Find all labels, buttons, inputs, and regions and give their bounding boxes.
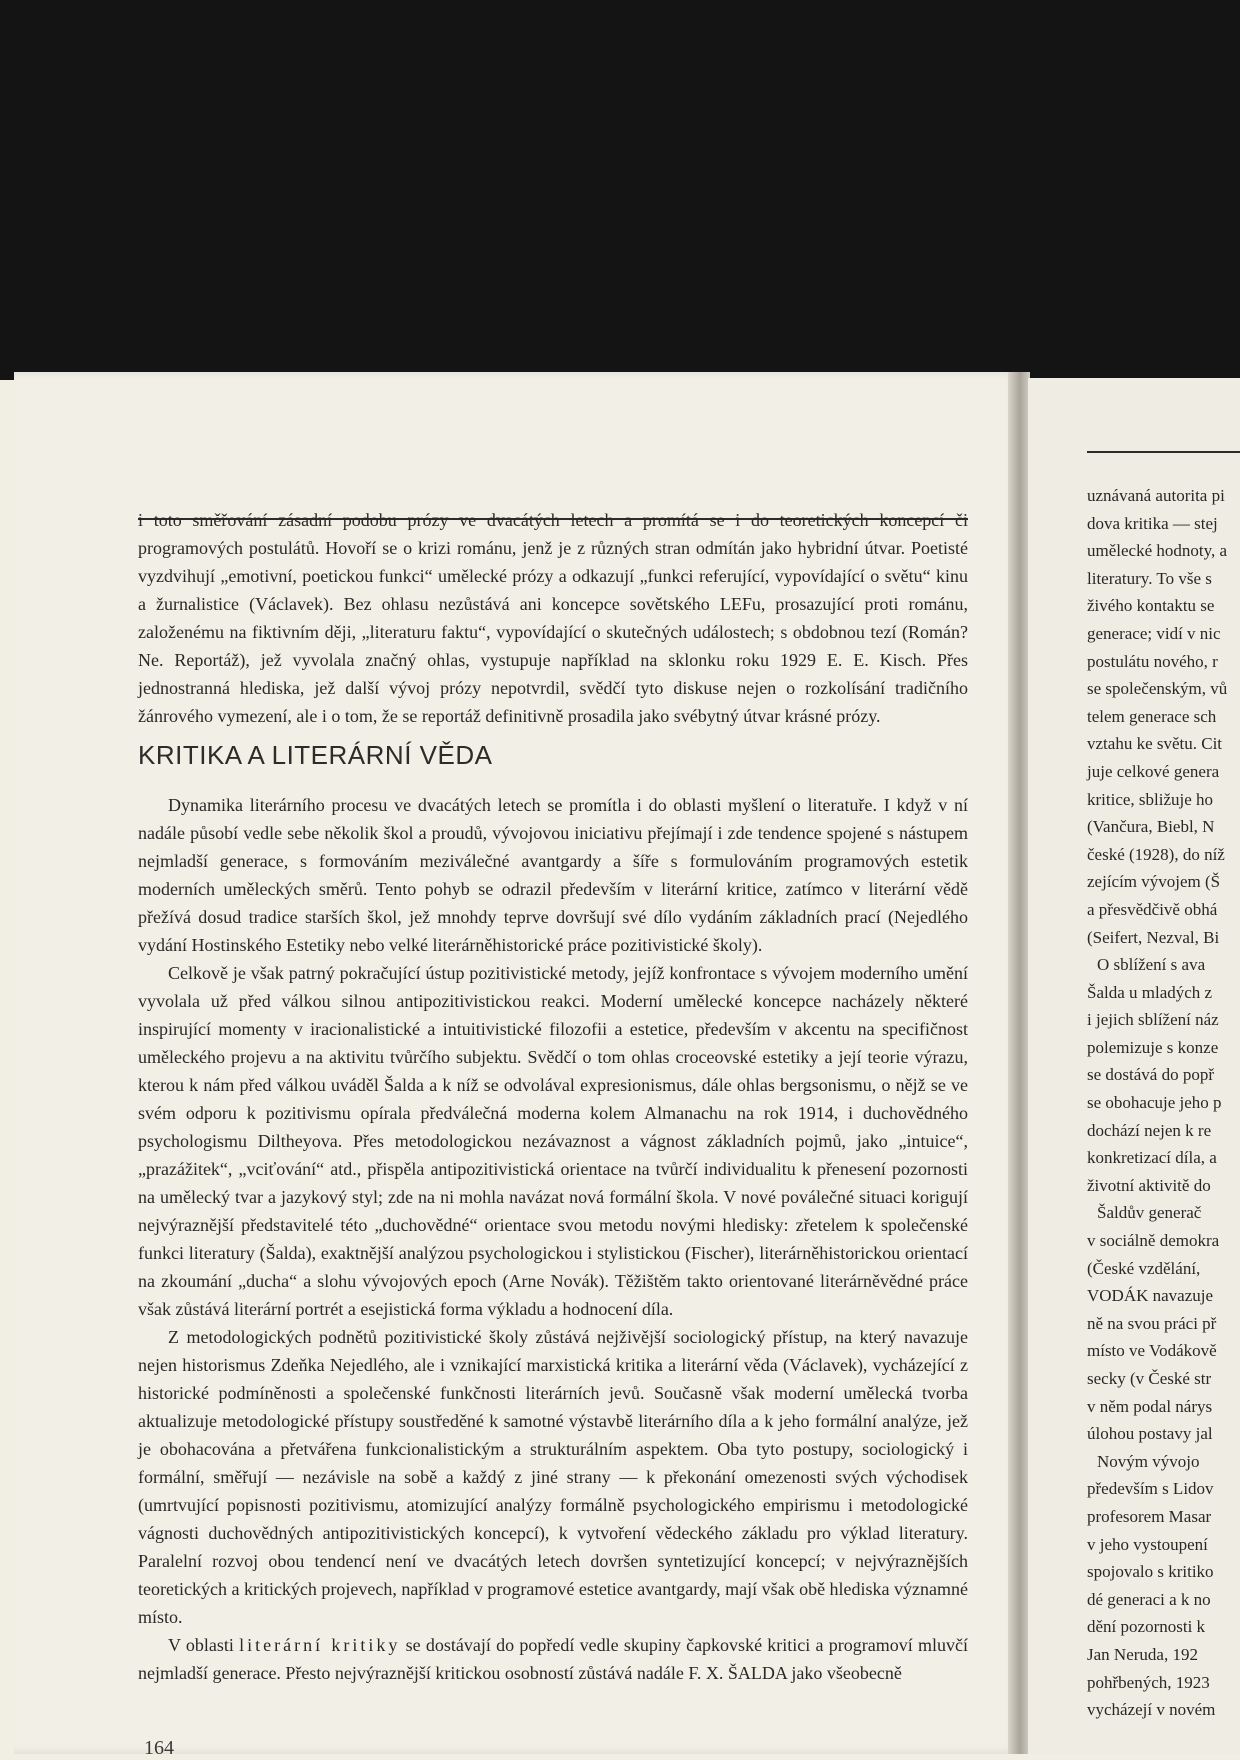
section-heading: KRITIKA A LITERÁRNÍ VĚDA [138, 740, 493, 770]
right-page-line: (České vzdělání, [1087, 1258, 1201, 1278]
right-page-line: úlohou postavy jal [1087, 1424, 1213, 1444]
right-page-line: postulátu nového, r [1087, 651, 1218, 671]
right-page-line: zejícím vývojem (Š [1087, 872, 1221, 892]
book-gutter [1008, 372, 1030, 1754]
header-rule-right [1087, 451, 1240, 453]
right-page-line: dění pozornosti k [1087, 1617, 1206, 1637]
right-page-line: literatury. To vše s [1087, 568, 1212, 588]
right-page-line: profesorem Masar [1087, 1506, 1212, 1526]
intro-paragraph: i toto směřování zásadní podobu prózy ve dvacátých letech a promítá se i do teoretických koncepcí či programových postulátů. Hovoří se o krizi románu, jenž je z různých stran odmítán jako hybridní útvar. Poetisté vyzdvihují „emotivní, poetickou funkci“ umělecké prózy a odkazují „funkci referující, vypovídající o světu“ kinu a žurnalistice (Václavek). Bez ohlasu nezůstává ani koncepce sovětského LEFu, prosazující proti románu, založenému na fiktivním ději, „literaturu faktu“, vypovídající o skutečných událostech; s obdobnou tezí (Román? Ne. Reportáž), jež vyvolala značný ohlas, vystupuje například na sklonku roku 1929 E. E. Kisch. Přes jednostranná hlediska, jež další vývoj prózy nepotvrdil, svědčí tyto diskuse nejen o rozkolísání tradičního žánrového vymezení, ale i o tom, že se reportáž definitivně prosadila jako svébytný útvar krásné prózy. [138, 510, 968, 726]
right-page-line: místo ve Vodákově [1087, 1341, 1217, 1361]
right-page-line: kritice, sbližuje ho [1087, 789, 1214, 809]
dark-background [0, 0, 1240, 380]
left-page [14, 372, 1020, 1759]
right-page-line: v něm podal nárys [1087, 1396, 1213, 1416]
right-page-line: v jeho vystoupení [1087, 1534, 1208, 1554]
right-page-line: Šalda u mladých z [1087, 982, 1213, 1002]
right-page-line: pohřbených, 1923 [1087, 1672, 1210, 1692]
paragraph-4-rest: se dostávají do popředí vedle skupiny čapkovské kritici a programoví mluvčí nejmladší generace. Přesto nejvýraznější kritickou osobností zůstává nadále F. X. ŠALDA jako všeobecně [138, 1635, 968, 1683]
right-page-line: Šaldův generač [1097, 1203, 1202, 1223]
right-page-line: telem generace sch [1087, 706, 1217, 726]
page-number: 164 [144, 1737, 174, 1759]
right-page-text [1087, 482, 1240, 1724]
right-page-line: polemizuje s konze [1087, 1037, 1219, 1057]
right-page-line: (Seifert, Nezval, Bi [1087, 927, 1220, 947]
right-page-line: vycházejí v novém [1087, 1700, 1216, 1720]
right-page-line: živého kontaktu se [1087, 596, 1215, 616]
paragraph-3: Z metodologických podnětů pozitivistické školy zůstává nejživější sociologický přístup, na který navazuje nejen historismus Zdeňka Nejedlého, ale i vznikající marxistická kritika a literární věda (Václavek), vycházející z historické podmíněnosti a společenské funkčnosti literárních jevů. Současně však moderní umělecká tvorba aktualizuje metodologické přístupy soustředěné k samotné výstavbě literárního díla a k jeho formální analýze, jež je obohacována a přetvářena funkcionalistickým a strukturálním aspektem. Oba tyto postupy, sociologický i formální, směřují — nezávisle na sobě a každý z jiné strany — k překonání omezenosti svých východisek (umrtvující popisnosti pozitivismu, atomizující analýzy formálně psychologického empirismu i metodologické vágnosti duchovědných antipozitivistických koncepcí), k vytvoření vědeckého základu pro výklad literatury. Paralelní rozvoj obou tendencí není ve dvacátých letech dovršen syntetizující koncepcí; v nejvýraznějších teoretických a kritických projevech, například v programové estetice avantgardy, mají však obě hlediska významné místo. [138, 1327, 969, 1627]
right-page-line: ně na svou práci př [1087, 1313, 1217, 1333]
right-page [1028, 378, 1240, 1754]
intro-block [138, 506, 968, 730]
paragraph-4 [138, 1631, 968, 1687]
right-page-line: konkretizací díla, a [1087, 1148, 1217, 1168]
right-page-line: vztahu ke světu. Cit [1087, 734, 1223, 754]
right-page-line: umělecké hodnoty, a [1087, 541, 1228, 561]
right-page-line: i jejich sblížení náz [1087, 1010, 1219, 1030]
right-page-line: Novým vývojo [1097, 1451, 1200, 1471]
right-page-line: spojovalo s kritiko [1087, 1562, 1214, 1582]
right-page-line: dé generaci a k no [1087, 1589, 1211, 1609]
right-page-line: VODÁK navazuje [1087, 1286, 1214, 1306]
right-page-line: se obohacuje jeho p [1087, 1093, 1222, 1113]
right-page-line: se společenským, vů [1087, 679, 1228, 699]
right-page-line: secky (v České str [1087, 1369, 1212, 1388]
right-page-line: dochází nejen k re [1087, 1120, 1212, 1140]
right-page-line: (Vančura, Biebl, N [1087, 817, 1215, 837]
spaced-term: literární kritiky [239, 1635, 401, 1655]
right-page-line: Jan Neruda, 192 [1087, 1644, 1198, 1664]
right-page-line: O sblížení s ava [1097, 955, 1206, 975]
right-page-line: generace; vidí v nic [1087, 623, 1221, 643]
right-page-line: především s Lidov [1087, 1479, 1214, 1499]
right-page-line: životní aktivitě do [1087, 1175, 1211, 1195]
right-page-line: a přesvědčivě obhá [1087, 899, 1218, 919]
right-page-line: uznávaná autorita pi [1087, 486, 1225, 505]
right-page-line: juje celkové genera [1087, 761, 1220, 781]
right-page-line: v sociálně demokra [1087, 1231, 1220, 1251]
paragraph-2: Celkově je však patrný pokračující ústup pozitivistické metody, jejíž konfrontace s vývojem moderního umění vyvolala už před válkou silnou antipozitivistickou reakci. Moderní umělecké koncepce nacházely některé inspirující momenty v iracionalistické a intuitivistické filozofii a estetice, především v akcentu na specifičnost uměleckého projevu a na aktivitu tvůrčího subjektu. Svědčí o tom ohlas croceovské estetiky a její teorie výrazu, kterou k nám před válkou uváděl Šalda a k níž se odvolával expresionismus, dále ohlas bergsonismu, o nějž se ve svém odporu k pozitivismu opírala předválečná moderna kolem Almanachu na rok 1914, i duchovědného psychologismu Diltheyova. Přes metodologickou nezávaznost a vágnost základních pojmů, jako „intuice“, „prazážitek“, „vciťování“ atd., přispěla antipozitivistická orientace na tvůrčí individualitu k přenesení pozornosti na umělecký tvar a jazykový styl; zde na ni mohla navázat nová formální škola. V nové poválečné situaci korigují nejvýraznější představitelé této „duchovědné“ orientace svou metodu novými hledisky: zřetelem k společenské funkci literatury (Šalda), exaktnější analýzou psychologickou i stylistickou (Fischer), literárněhistorickou orientací na zkoumání „ducha“ a slohu vývojových epoch (Arne Novák). Těžištěm takto orientované literárněvědné práce však zůstává literární portrét a esejistická forma výkladu a hodnocení díla. [138, 963, 968, 1319]
body-text [138, 791, 968, 1687]
paragraph-4-prefix: V oblasti [168, 1635, 240, 1655]
paragraph-1: Dynamika literárního procesu ve dvacátých letech se promítla i do oblasti myšlení o literatuře. I když v ní nadále působí vedle sebe několik škol a proudů, vývojovou iniciativu přejímají i zde tendence spojené s nástupem nejmladší generace, s formováním meziválečné avantgardy a šíře s formulováním programových estetik moderních uměleckých směrů. Tento pohyb se odrazil především v literární kritice, zatímco v literární vědě přežívá dosud tradice starších škol, jež mnohdy teprve dovršují své dílo vydáním základních prací (Nejedlého vydání Hostinského Estetiky nebo velké literárněhistorické práce pozitivistické školy). [138, 795, 968, 955]
right-page-line: dova kritika — stej [1087, 513, 1218, 533]
right-page-line: české (1928), do níž [1087, 844, 1225, 864]
right-page-line: se dostává do popř [1087, 1065, 1215, 1085]
